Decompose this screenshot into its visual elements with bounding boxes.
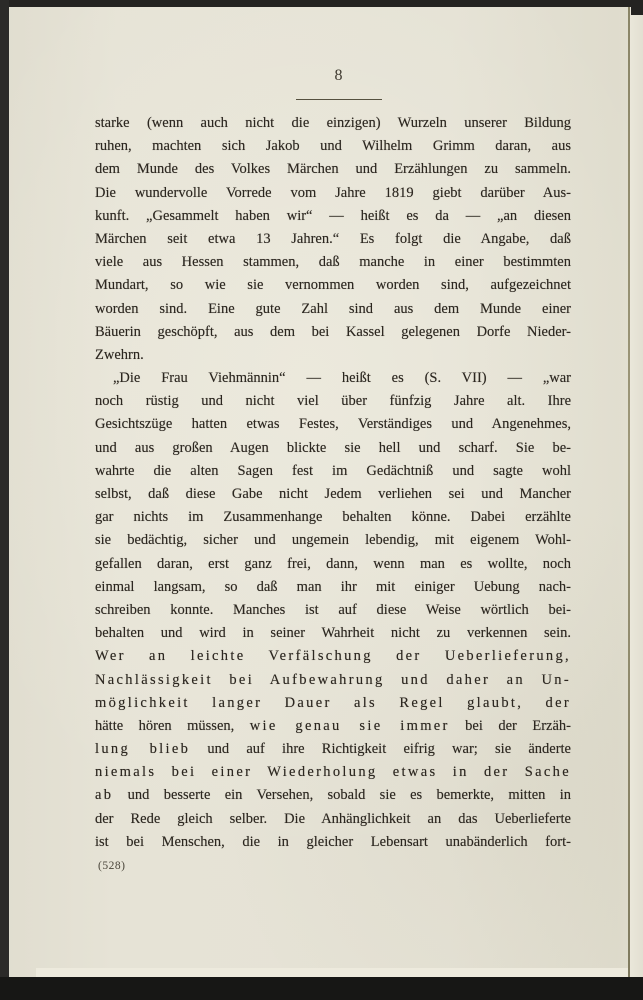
scan-left-edge [0, 0, 9, 978]
text-segment: und auf ihre Richtigkeit eifrig war; sie änderte [190, 741, 571, 758]
text-line [95, 460, 571, 483]
text-segment: ruhen, machten sich Jakob und Wilhelm Grimm daran, aus [95, 138, 571, 155]
text-segment: ab [95, 787, 114, 804]
text-line [95, 437, 571, 460]
text-segment: Die wundervolle Vorrede vom Jahre 1819 giebt darüber Aus- [95, 184, 571, 201]
text-line [95, 529, 571, 552]
text-segment: und aus großen Augen blickte sie hell und scharf. Sie be- [95, 439, 571, 456]
text-segment: Zwehrn. [95, 346, 144, 363]
text-line [95, 298, 571, 321]
text-line [95, 251, 571, 274]
text-line [95, 274, 571, 297]
text-segment: dem Munde des Volkes Märchen und Erzählungen zu sammeln. [95, 161, 571, 178]
text-line [95, 692, 571, 715]
text-segment: Nachlässigkeit bei Aufbewahrung und daher an Un- [95, 671, 571, 688]
text-line [95, 135, 571, 158]
page-number: 8 [334, 67, 344, 84]
text-segment: behalten und wird in seiner Wahrheit nicht zu verkennen sein. [95, 625, 571, 642]
text-line [95, 669, 571, 692]
text-line [95, 344, 571, 367]
text-segment: einmal langsam, so daß man ihr mit einiger Uebung nach- [95, 578, 571, 595]
text-line [95, 112, 571, 135]
text-segment: wie genau sie immer [249, 717, 450, 734]
page-number-rule [296, 99, 382, 100]
text-segment: wahrte die alten Sagen fest im Gedächtniß und sagte wohl [95, 462, 571, 479]
text-line [95, 506, 571, 529]
text-segment: starke (wenn auch nicht die einzigen) Wurzeln unserer Bildung [95, 115, 571, 131]
text-line [95, 715, 571, 738]
text-line [95, 182, 571, 205]
page-right-edge-line [628, 7, 630, 977]
text-segment: niemals bei einer Wiederholung etwas in der Sache [95, 764, 571, 781]
text-block [95, 112, 571, 854]
scan-top-edge [0, 0, 643, 7]
page-bottom-paper-edge [36, 968, 632, 977]
scan-bottom-edge [0, 977, 643, 1000]
text-segment: gar nichts im Zusammenhange behalten könne. Dabei erzählte [95, 509, 571, 526]
text-segment: selbst, daß diese Gabe nicht Jedem verliehen sei und Mancher [95, 486, 571, 502]
text-segment: Gesichtszüge hatten etwas Festes, Verständiges und Angenehmes, [95, 416, 571, 433]
text-segment: noch rüstig und nicht viel über fünfzig Jahre alt. Ihre [95, 393, 571, 410]
text-segment: hätte hören müssen, [95, 717, 250, 734]
text-segment: „Die Frau Viehmännin“ — heißt es (S. VII) — „war [113, 370, 571, 387]
text-segment: schreiben konnte. Manches ist auf diese Weise wörtlich bei- [95, 601, 571, 618]
text-segment: bei der Erzäh- [449, 717, 571, 734]
text-line [95, 599, 571, 622]
text-line [95, 622, 571, 645]
text-segment: worden sind. Eine gute Zahl sind aus dem Munde einer [95, 300, 571, 317]
text-segment: sie bedächtig, sicher und ungemein lebendig, mit eigenem Wohl- [95, 532, 571, 549]
text-line [95, 390, 571, 413]
text-line [95, 645, 571, 668]
text-segment: und besserte ein Versehen, sobald sie es bemerkte, mitten in [113, 787, 571, 804]
text-line [95, 483, 571, 506]
text-segment: möglichkeit langer Dauer als Regel glaubt, der [95, 694, 571, 711]
text-line [95, 321, 571, 344]
text-segment: der Rede gleich selber. Die Anhänglichkeit an das Ueberlieferte [95, 810, 571, 827]
text-line [95, 158, 571, 181]
text-segment: Wer an leichte Verfälschung der Ueberlieferung, [95, 648, 571, 665]
text-segment: Bäuerin geschöpft, aus dem bei Kassel gelegenen Dorfe Nieder- [95, 323, 571, 340]
text-line [95, 808, 571, 831]
text-line [95, 576, 571, 599]
scan-top-right-corner [631, 0, 643, 15]
text-segment: kunft. „Gesammelt haben wir“ — heißt es da — „an diesen [95, 207, 571, 224]
text-segment: Märchen seit etwa 13 Jahren.“ Es folgt die Angabe, daß [95, 230, 571, 247]
text-line [95, 205, 571, 228]
page-right-underpage-edge [630, 7, 643, 977]
signature-mark: (528) [98, 860, 126, 872]
text-segment: gefallen daran, erst ganz frei, dann, wenn man es wollte, noch [95, 555, 571, 572]
text-segment: viele aus Hessen stammen, daß manche in einer bestimmten [95, 254, 571, 271]
text-line [95, 228, 571, 251]
text-segment: ist bei Menschen, die in gleicher Lebensart unabänderlich fort- [95, 833, 571, 850]
text-line [95, 831, 571, 854]
text-line [95, 784, 571, 807]
text-segment: lung blieb [95, 741, 191, 758]
text-line [95, 553, 571, 576]
text-line [95, 738, 571, 761]
text-segment: Mundart, so wie sie vernommen worden sind, aufgezeichnet [95, 277, 571, 294]
text-line [95, 761, 571, 784]
text-line [95, 367, 571, 390]
text-line [95, 413, 571, 436]
